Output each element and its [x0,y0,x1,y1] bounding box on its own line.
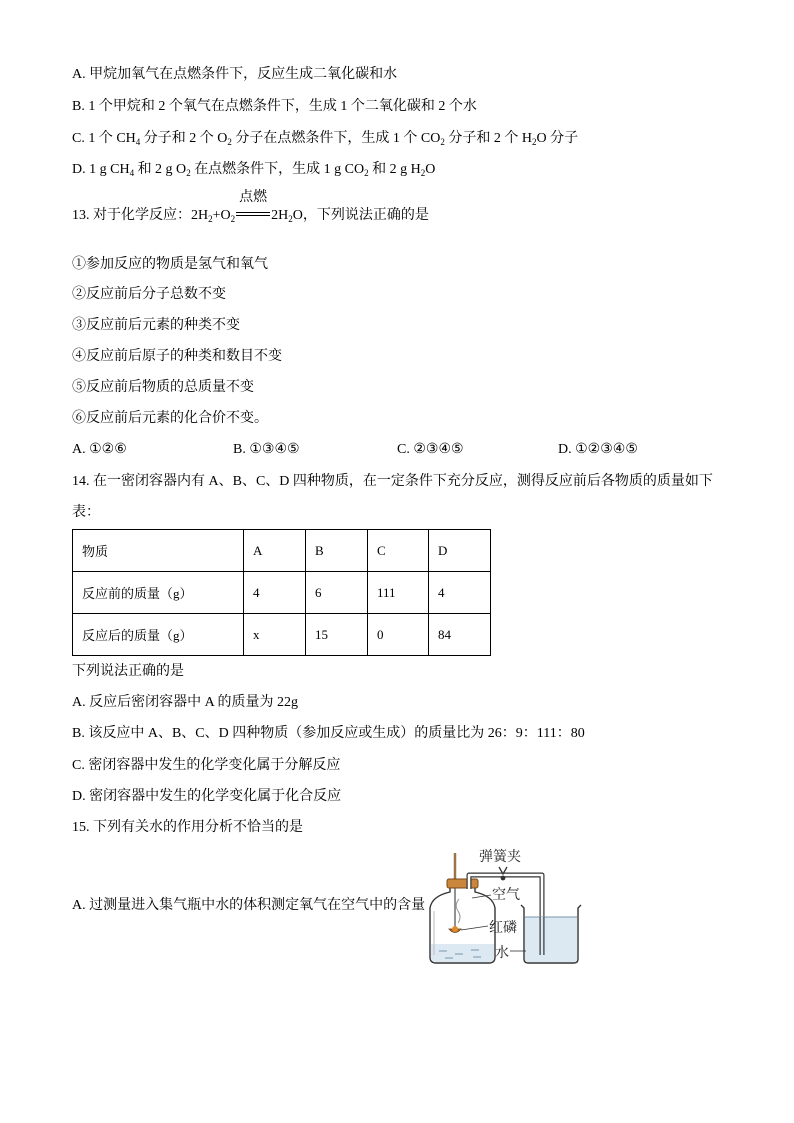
option-c-text: C. 1 个 CH [72,131,136,146]
q14-option-d: D. 密闭容器中发生的化学变化属于化合反应 [72,789,342,804]
table-header-cell: D [429,530,491,572]
red-phosphorus [452,926,458,932]
option-c-text: 分子和 2 个 H [444,131,532,146]
mass-table [72,529,491,656]
formula-text: +O [212,208,231,223]
table-cell: 0 [368,614,429,656]
q14-stem: 14. 在一密闭容器内有 A、B、C、D 四种物质，在一定条件下充分反应，测得反应前后各物质的质量如下 [72,474,713,489]
reaction-equals-sign [236,212,270,216]
water-label: 水 [495,945,509,961]
q13-statement-5: ⑤反应前后物质的总质量不变 [72,380,254,395]
q13-stem [72,190,429,224]
equation-rhs [271,208,303,223]
q12-option-b: B. 1 个甲烷和 2 个氧气在点燃条件下，生成 1 个二氧化碳和 2 个水 [72,99,477,114]
subscript: 2 [440,137,445,147]
option-d-text: 在点燃条件下，生成 1 g CO [190,162,365,177]
option-c-text: 分子和 2 个 O [140,131,228,146]
option-d-text: D. 1 g CH [72,162,130,177]
subscript: 4 [135,137,141,147]
subscript: 2 [186,168,191,178]
table-header-row [73,530,491,572]
formula-text: 2H [271,208,289,223]
table-row [73,572,491,614]
q14-prompt: 下列说法正确的是 [72,664,184,679]
q13-option-d: D. ①②③④⑤ [558,442,638,457]
bottle-water [431,944,494,962]
table-cell: 反应前的质量（g） [73,572,244,614]
table-header-cell: 物质 [73,530,244,572]
option-c-text: 分子在点燃条件下，生成 1 个 CO [231,131,441,146]
q13-option-c: C. ②③④⑤ [397,442,464,457]
formula-text: 2H [191,208,209,223]
subscript: 2 [288,214,293,224]
q14-option-c: C. 密闭容器中发生的化学变化属于分解反应 [72,758,341,773]
q13-statement-1: ①参加反应的物质是氢气和氧气 [72,257,268,272]
q13-option-a: A. ①②⑥ [72,442,127,457]
table-cell: 111 [368,572,429,614]
table-cell: 15 [306,614,368,656]
subscript: 4 [129,168,135,178]
subscript: 2 [230,214,236,224]
table-header-cell: C [368,530,429,572]
q15-option-a: A. 过测量进入集气瓶中水的体积测定氧气在空气中的含量 [72,898,426,913]
table-cell: x [244,614,306,656]
q14-option-b: B. 该反应中 A、B、C、D 四种物质（参加反应或生成）的质量比为 26：9：111：80 [72,726,585,741]
subscript: 2 [227,137,232,147]
table-header-cell: B [306,530,368,572]
table-header-cell: A [244,530,306,572]
q13-stem-suffix: ，下列说法正确的是 [302,208,429,223]
q14-option-a: A. 反应后密闭容器中 A 的质量为 22g [72,695,298,710]
smoke-icon [456,899,460,923]
option-d-text: O [425,162,436,177]
reaction-condition [236,190,270,219]
reaction-condition-text: 点燃 [239,190,268,205]
table-cell: 反应后的质量（g） [73,614,244,656]
q15-stem: 15. 下列有关水的作用分析不恰当的是 [72,820,303,835]
rubber-stopper [447,879,478,888]
q13-statement-3: ③反应前后元素的种类不变 [72,318,240,333]
air-label: 空气 [492,887,520,903]
red-phosphorus-label: 红磷 [489,920,517,936]
table-cell: 6 [306,572,368,614]
q13-statement-2: ②反应前后分子总数不变 [72,287,226,302]
q13-stem-prefix: 13. 对于化学反应： [72,208,191,223]
subscript: 2 [420,168,426,178]
table-cell: 84 [429,614,491,656]
spring-clip-pivot [501,876,506,881]
q12-option-d [72,162,435,178]
table-cell: 4 [244,572,306,614]
q13-option-b: B. ①③④⑤ [233,442,300,457]
beaker-water [525,917,577,962]
subscript: 2 [208,214,213,224]
q12-option-c [72,131,578,147]
option-c-text: O 分子 [536,131,579,146]
table-row [73,614,491,656]
q13-statement-4: ④反应前后原子的种类和数目不变 [72,349,282,364]
option-d-text: 和 2 g H [368,162,421,177]
table-cell: 4 [429,572,491,614]
spring-clip-label: 弹簧夹 [479,849,521,865]
oxygen-content-apparatus-diagram [425,845,585,970]
subscript: 2 [364,168,369,178]
phosphorus-leader-line [461,926,488,930]
subscript: 2 [532,137,537,147]
q14-stem-cont: 表： [72,505,100,520]
formula-text: O [292,208,303,223]
option-d-text: 和 2 g O [134,162,187,177]
q12-option-a: A. 甲烷加氧气在点燃条件下，反应生成二氧化碳和水 [72,67,398,82]
equation-lhs [191,208,235,223]
q13-statement-6: ⑥反应前后元素的化合价不变。 [72,411,268,426]
